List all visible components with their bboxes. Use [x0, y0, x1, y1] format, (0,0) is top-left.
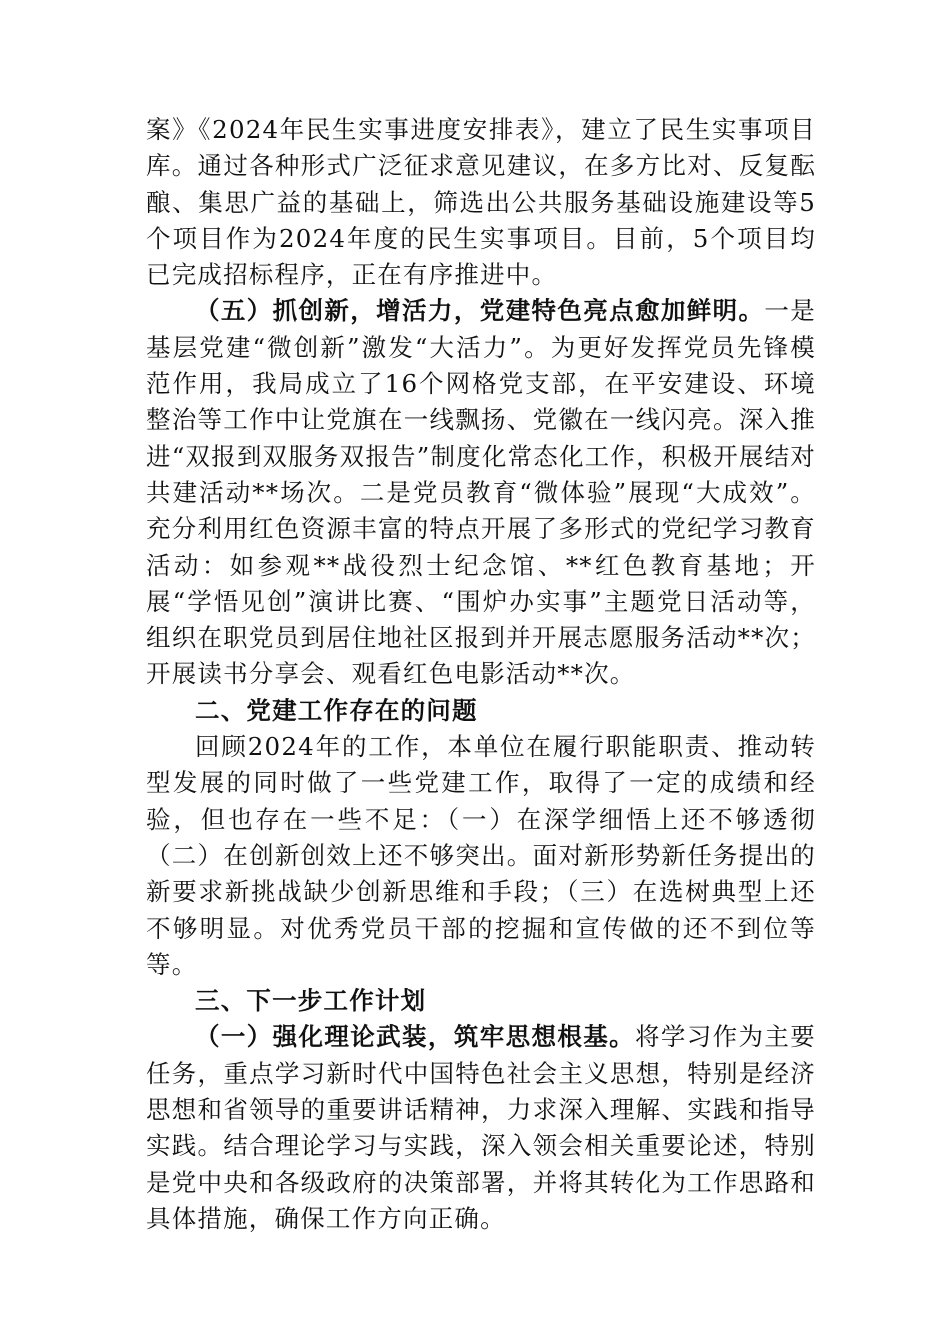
paragraph-livelihood-projects: 案》《2024年民生实事进度安排表》，建立了民生实事项目库。通过各种形式广泛征求意见建议，在多方比对、反复酝酿、集思广益的基础上，筛选出公共服务基础设施建设等5个项目作为2024年度的民生实事项目。目前，5个项目均已完成招标程序，正在有序推进中。 [146, 115, 816, 290]
paragraph-innovation [146, 293, 816, 692]
subheading-theory: （一）强化理论武装，筑牢思想根基。 [195, 1022, 635, 1052]
document-body [146, 112, 816, 1237]
paragraph-theory-body: 将学习作为主要任务，重点学习新时代中国特色社会主义思想，特别是经济思想和省领导的重要讲话精神，力求深入理解、实践和指导实践。结合理论学习与实践，深入领会相关重要论述，特别是党中央和各级政府的决策部署，并将其转化为工作思路和具体措施，确保工作方向正确。 [146, 1022, 816, 1233]
paragraph-innovation-body: 一是基层党建“微创新”激发“大活力”。为更好发挥党员先锋模范作用，我局成立了16个网格党支部，在平安建设、环境整治等工作中让党旗在一线飘扬、党徽在一线闪亮。深入推进“双报到双服务双报告”制度化常态化工作，积极开展结对共建活动**场次。二是党员教育“微体验”展现“大成效”。充分利用红色资源丰富的特点开展了多形式的党纪学习教育活动：如参观**战役烈士纪念馆、**红色教育基地；开展“学悟见创”演讲比赛、“围炉办实事”主题党日活动等，组织在职党员到居住地社区报到并开展志愿服务活动**次；开展读书分享会、观看红色电影活动**次。 [146, 296, 816, 689]
section-title-next-plan: 三、下一步工作计划 [195, 986, 427, 1016]
section-title-problems: 二、党建工作存在的问题 [195, 695, 478, 725]
paragraph-theory [146, 1019, 816, 1237]
paragraph-problems: 回顾2024年的工作，本单位在履行职能职责、推动转型发展的同时做了一些党建工作，取得了一定的成绩和经验，但也存在一些不足：（一）在深学细悟上还不够透彻（二）在创新创效上还不够突出。面对新形势新任务提出的新要求新挑战缺少创新思维和手段；（三）在选树典型上还不够明显。对优秀党员干部的挖掘和宣传做的还不到位等等。 [146, 732, 816, 979]
subheading-innovation: （五）抓创新，增活力，党建特色亮点愈加鲜明。 [195, 296, 765, 326]
